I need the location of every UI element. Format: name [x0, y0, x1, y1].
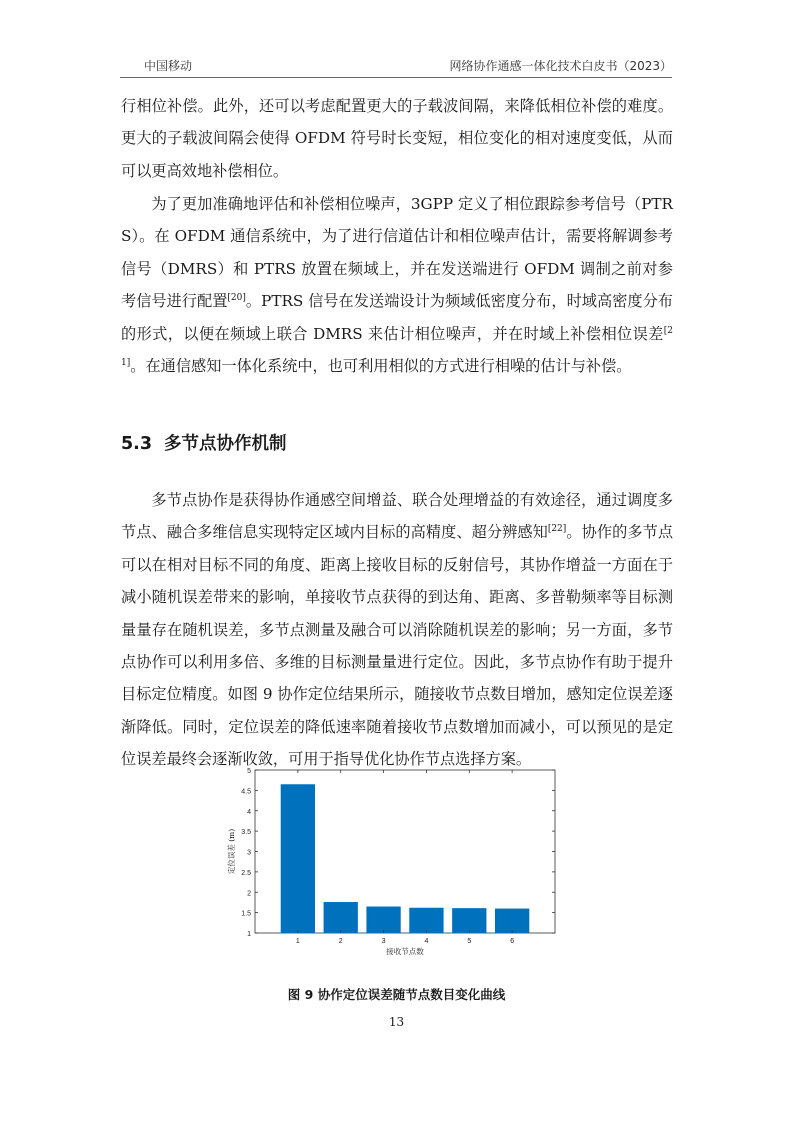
paragraph-ptrs-text-1: 为了更加准确地评估和补偿相位噪声，3GPP 定义了相位跟踪参考信号（PTRS）。在 OFDM 通信系统中，为了进行信道估计和相位噪声估计，需要将解调参考信号（DMRS）和 PTRS 放置在频域上，并在发送端进行 OFDM 调制之前对参考信号进行配置 [121, 195, 673, 311]
y-tick-label: 4.5 [241, 788, 251, 796]
citation-22: [22] [547, 524, 567, 535]
header-rule [120, 77, 672, 78]
header-right: 网络协作通感一体化技术白皮书（2023） [449, 59, 672, 73]
paragraph-ptrs-text-3: 。在通信感知一体化系统中，也可利用相似的方式进行相噪的估计与补偿。 [130, 357, 632, 376]
x-tick-label: 4 [424, 938, 429, 945]
bar-2 [324, 902, 358, 933]
paragraph-multi-node [121, 484, 673, 776]
bar-5 [452, 908, 486, 933]
x-tick-label: 5 [467, 938, 472, 945]
page-number: 13 [388, 1015, 405, 1029]
y-tick-label: 1 [247, 931, 251, 938]
paragraph-multi-node-text-1: 多节点协作是获得协作通感空间增益、联合处理增益的有效途径，通过调度多节点、融合多维信息实现特定区域内目标的高精度、超分辨感知 [121, 491, 673, 542]
page-header [120, 53, 672, 75]
figure-9 [225, 760, 565, 960]
paragraph-multi-node-text-2: 。协作的多节点可以在相对目标不同的角度、距离上接收目标的反射信号，其协作增益一方面在于减小随机误差带来的影响，单接收节点获得的到达角、距离、多普勒频率等目标测量量存在随机误差，多节点测量及融合可以消除随机误差的影响；另一方面，多节点协作可以利用多倍、多维的目标测量量进行定位。因此，多节点协作有助于提升目标定位精度。如图 9 协作定位结果所示，随接收节点数目增加，感知定位误差逐渐降低。同时，定位误差的降低速率随着接收节点数增加而减小，可以预见的是定位误差最终会逐渐收敛，可用于指导优化协作节点选择方案。 [121, 523, 674, 769]
section-number: 5.3 [121, 434, 153, 454]
bar-1 [281, 784, 315, 933]
x-tick-label: 3 [381, 938, 386, 945]
y-tick-label: 5 [247, 768, 251, 775]
y-tick-label: 2.5 [241, 869, 251, 877]
x-tick-label: 6 [510, 938, 515, 945]
y-tick-label: 3.5 [241, 829, 251, 837]
y-tick-label: 2 [247, 890, 251, 898]
paragraph-ptrs-text-2: 。PTRS 信号在发送端设计为频域低密度分布，时域高密度分布的形式，以便在频域上联合 DMRS 来估计相位噪声，并在时域上补偿相位误差 [121, 292, 673, 343]
y-tick-label: 1.5 [241, 910, 251, 918]
citation-21: [21] [121, 325, 673, 369]
y-axis-label: 定位误差 (m) [227, 828, 236, 875]
paragraph-phase-compensation: 行相位补偿。此外，还可以考虑配置更大的子载波间隔，来降低相位补偿的难度。更大的子载波间隔会使得 OFDM 符号时长变短，相位变化的相对速度变低，从而可以更高效地补偿相位。 [121, 97, 673, 180]
citation-20: [20] [227, 293, 246, 304]
section-title-text: 多节点协作机制 [164, 434, 287, 454]
bar-6 [495, 909, 529, 933]
y-tick-label: 4 [247, 808, 251, 816]
bar-chart [225, 760, 565, 960]
section-heading [121, 430, 287, 455]
figure-caption: 图 9 协作定位误差随节点数目变化曲线 [287, 987, 506, 1002]
bar-4 [409, 908, 443, 933]
x-tick-label: 2 [338, 938, 343, 945]
x-tick-label: 1 [295, 938, 300, 945]
x-axis-label: 接收节点数 [386, 947, 424, 956]
bar-3 [366, 907, 400, 933]
y-tick-label: 3 [247, 849, 251, 857]
paragraph-ptrs [121, 188, 673, 382]
header-left: 中国移动 [144, 59, 193, 73]
